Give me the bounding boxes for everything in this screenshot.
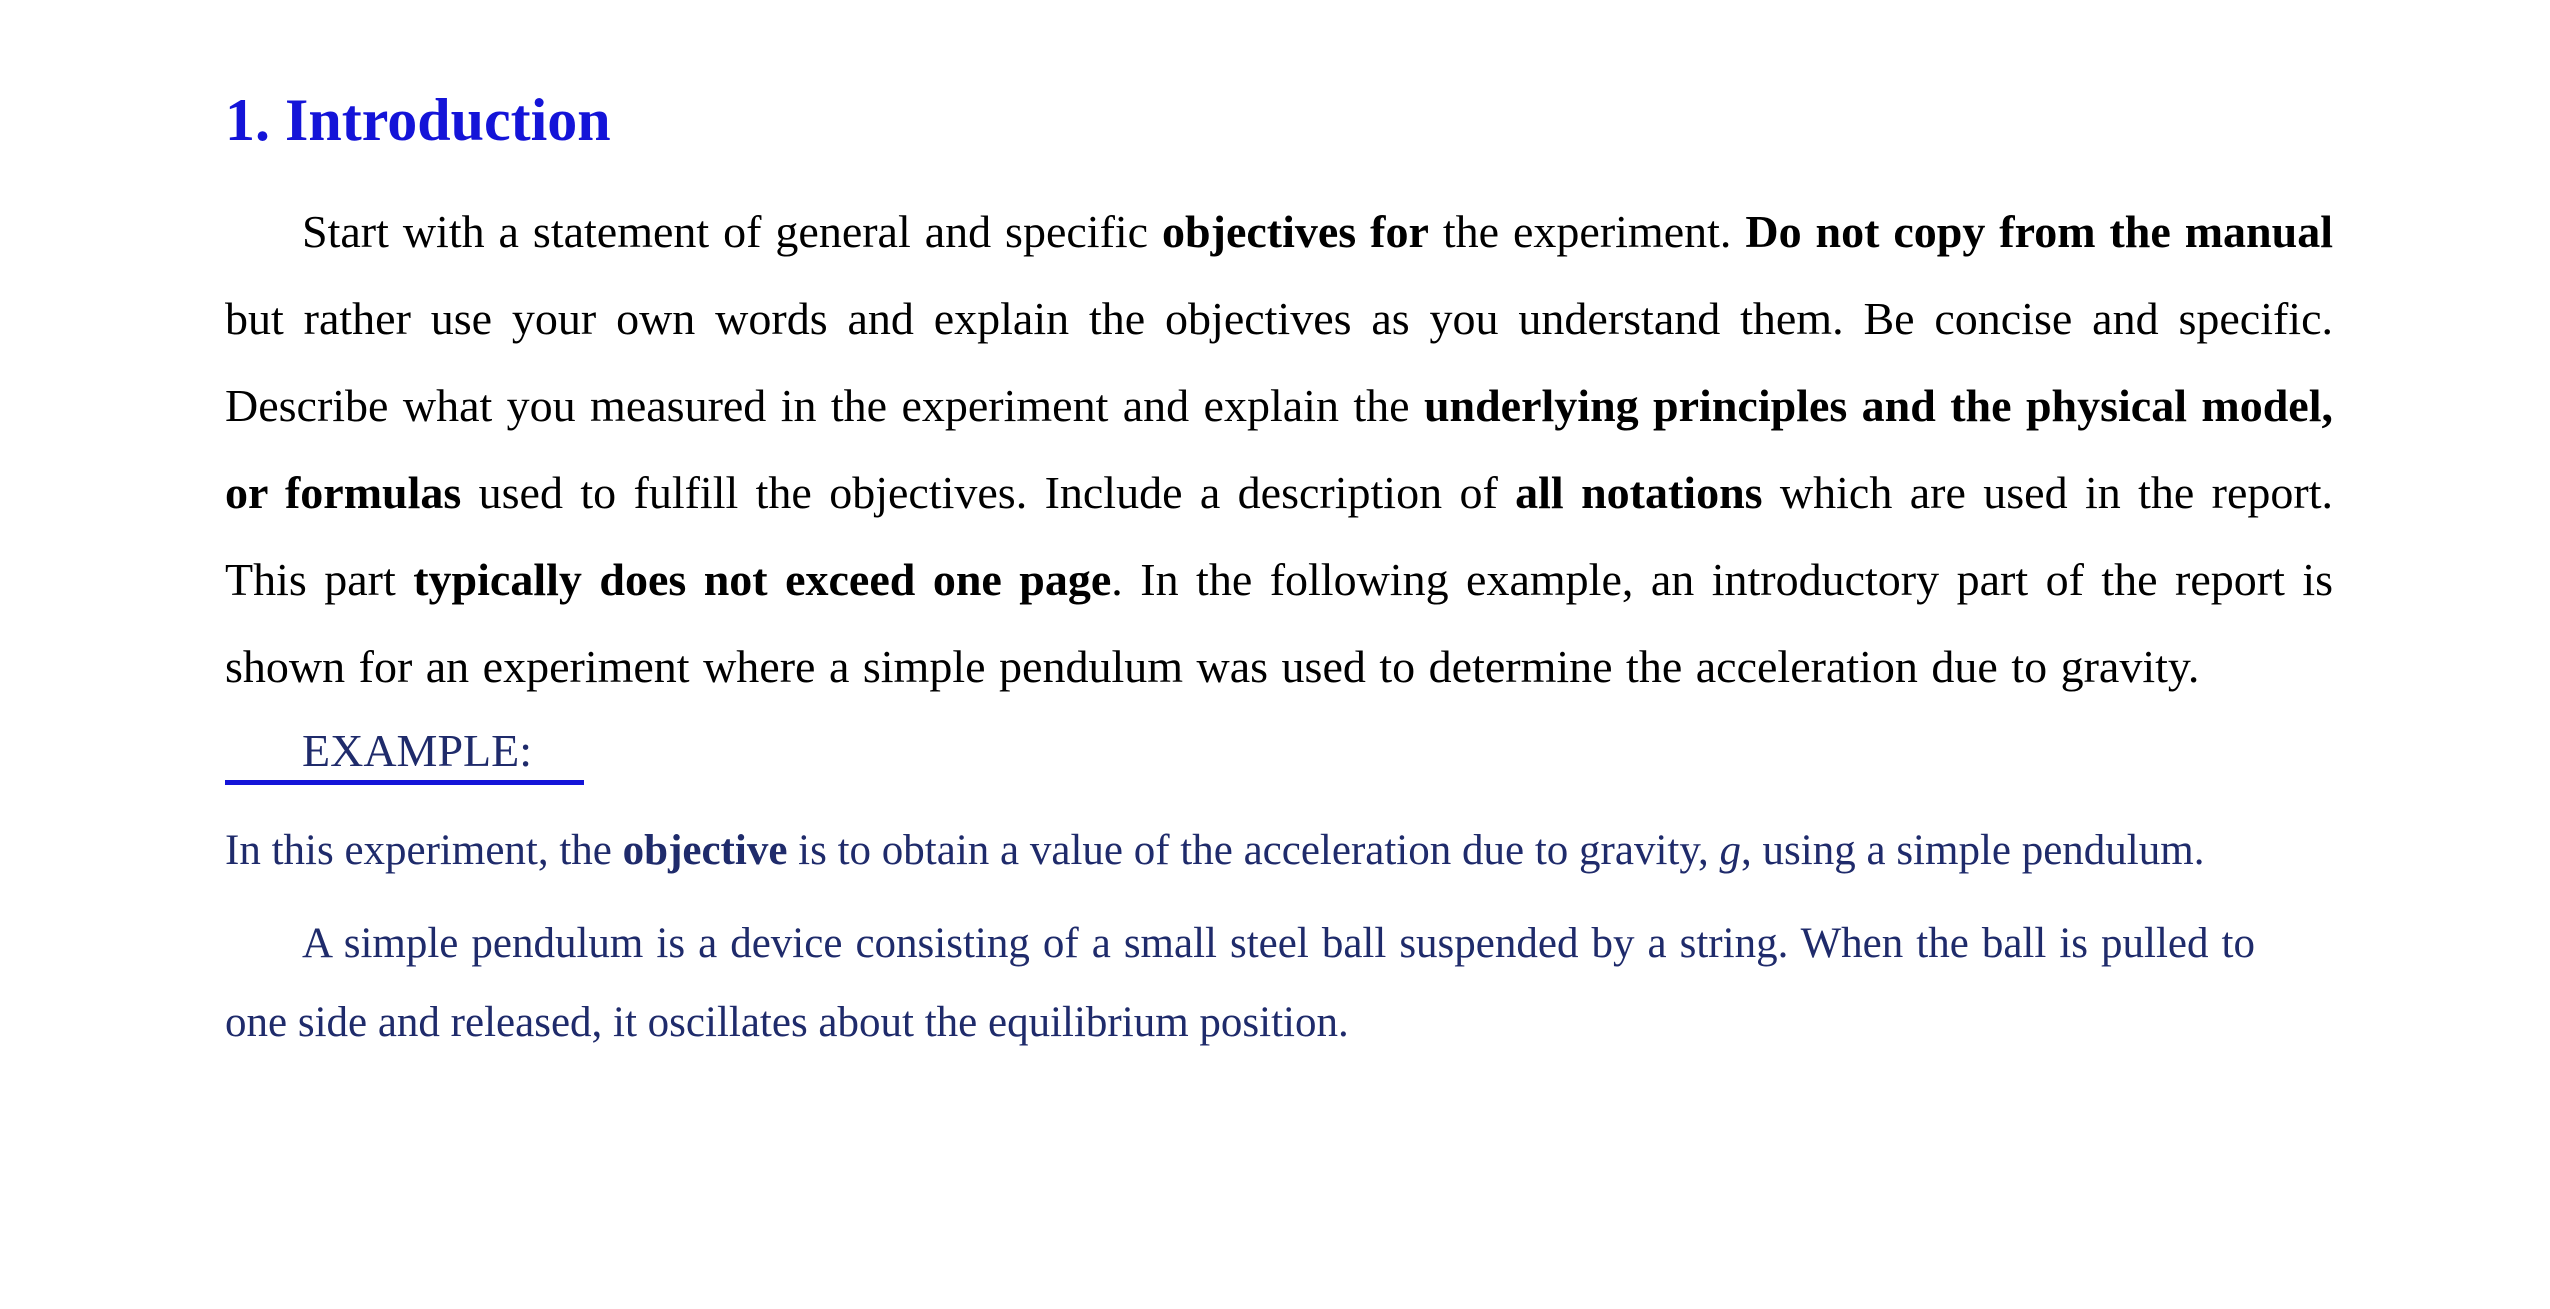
intro-bold-2: Do not copy from the manual bbox=[1745, 206, 2334, 257]
example-paragraph-pendulum: A simple pendulum is a device consisting of a small steel ball suspended by a string. When the ball is pulled to one side and released, it oscillates about the equilibrium position. bbox=[225, 920, 2255, 1046]
intro-paragraph bbox=[225, 188, 2333, 710]
section-heading: 1. Introduction bbox=[225, 87, 611, 153]
example-paragraph-objective bbox=[225, 807, 2255, 894]
document-page bbox=[225, 80, 2333, 1062]
example-label: EXAMPLE: bbox=[225, 722, 584, 785]
example-italic-g: g bbox=[1719, 827, 1742, 874]
intro-bold-3: underlying principles and the physical model, or formulas bbox=[225, 380, 2333, 518]
example-bold-objective: objective bbox=[622, 827, 788, 874]
intro-bold-5: typically does not exceed one page bbox=[413, 554, 1112, 605]
intro-text-6: . In the following example, an introductory part of the report is shown for an experiment where a simple pendulum was used to determine the acceleration due to gravity. bbox=[225, 554, 2333, 692]
example-text-3: , using a simple pendulum. bbox=[1741, 827, 2205, 874]
intro-bold-4: all notations bbox=[1515, 467, 1763, 518]
intro-text-1: Start with a statement of general and specific bbox=[302, 206, 1163, 257]
intro-text-5: which are used in the report. This part bbox=[225, 467, 2334, 605]
example-text-1: In this experiment, the bbox=[225, 827, 623, 874]
intro-bold-1: objectives for bbox=[1162, 206, 1429, 257]
intro-text-4: used to fulfill the objectives. Include a description of bbox=[461, 467, 1516, 518]
example-text-2: is to obtain a value of the acceleration due to gravity, bbox=[787, 827, 1720, 874]
intro-text-3: but rather use your own words and explain the objectives as you understand them. Be concise and specific. Describe what you measured in the experiment and explain the bbox=[225, 293, 2333, 431]
intro-text-2: the experiment. bbox=[1428, 206, 1746, 257]
